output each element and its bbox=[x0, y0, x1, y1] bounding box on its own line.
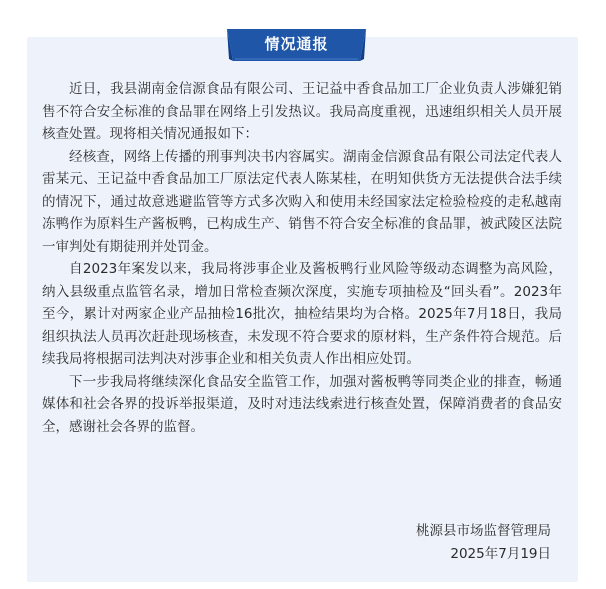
signature-block bbox=[416, 520, 551, 565]
notice-body bbox=[42, 78, 562, 438]
paragraph-next-steps: 下一步我局将继续深化食品安全监管工作，加强对酱板鸭等同类企业的排查，畅通媒体和社会各界的投诉举报渠道，及时对违法线索进行核查处置，保障消费者的食品安全，感谢社会各界的监督。 bbox=[42, 373, 562, 435]
issue-date: 2025年7月19日 bbox=[450, 545, 551, 562]
title-banner bbox=[227, 28, 366, 64]
page-title: 情况通报 bbox=[264, 35, 329, 53]
paragraph-intro: 近日，我县湖南金信源食品有限公司、王记益中香食品加工厂企业负责人涉嫌犯销售不符合安全标准的食品罪在网络上引发热议。我局高度重视，迅速组织相关人员开展核查处置。现将相关情况通报如下： bbox=[42, 81, 562, 142]
issuing-organization: 桃源县市场监督管理局 bbox=[416, 523, 551, 539]
paragraph-supervision: 自2023年案发以来，我局将涉事企业及酱板鸭行业风险等级动态调整为高风险，纳入县级重点监管名录，增加日常检查频次深度，实施专项抽检及“回头看”。2023年至今，累计对两家企业产品抽检16批次，抽检结果均为合格。2025年7月18日，我局组织执法人员再次赶赴现场核查，未发现不符合要求的原材料，生产条件符合规范。后续我局将根据司法判决对涉事企业和相关负责人作出相应处罚。 bbox=[42, 261, 562, 367]
paragraph-findings: 经核查，网络上传播的刑事判决书内容属实。湖南金信源食品有限公司法定代表人雷某元、王记益中香食品加工厂原法定代表人陈某桂，在明知供货方无法提供合法手续的情况下，通过故意逃避监管等方式多次购入和使用未经国家法定检验检疫的走私越南冻鸭作为原料生产酱板鸭，已构成生产、销售不符合安全标准的食品罪，被武陵区法院一审判处有期徒刑并处罚金。 bbox=[42, 148, 562, 255]
